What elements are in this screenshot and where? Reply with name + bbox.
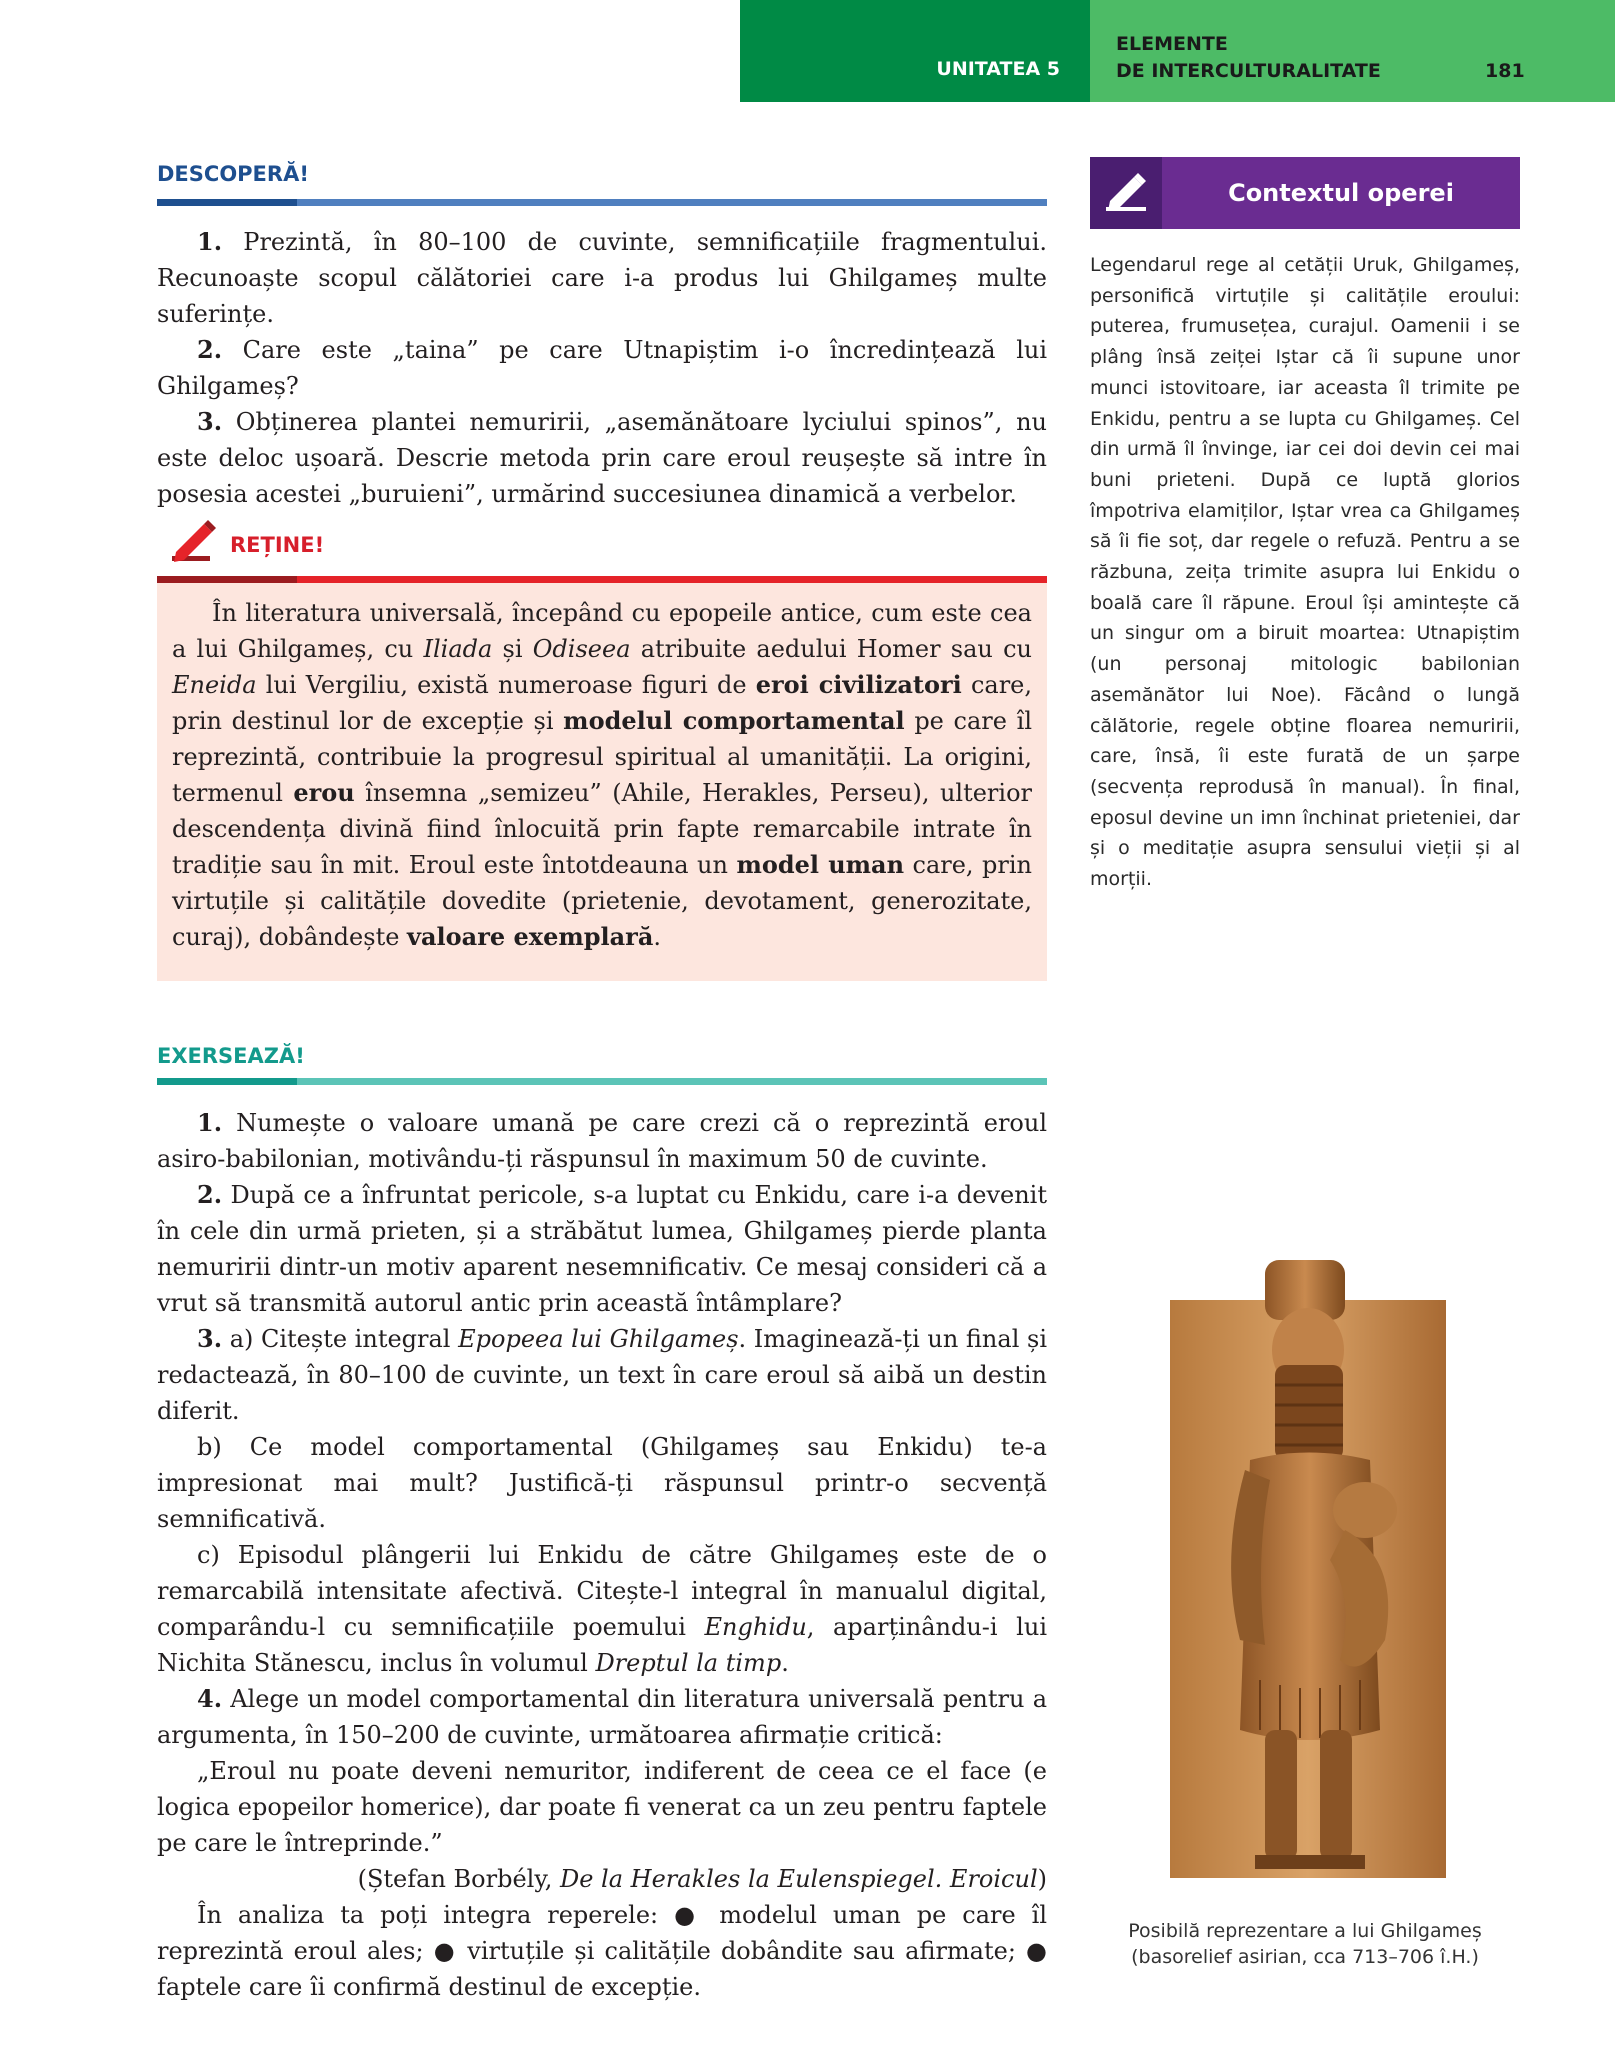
unit-label-text: UNITATEA 5 bbox=[936, 58, 1060, 80]
caption-line1: Posibilă reprezentare a lui Ghilgameș bbox=[1128, 1920, 1482, 1942]
term-model-comportamental: modelul comportamental bbox=[563, 706, 905, 735]
pencil-icon bbox=[1102, 169, 1150, 217]
question-item bbox=[157, 224, 1047, 332]
unit-label bbox=[740, 0, 1090, 102]
exercise-item-4: 4. Alege un model comportamental din literatura universală pentru a argumenta, în 150–200 de cuvinte, următoarea afirmație critică: bbox=[157, 1684, 1047, 1749]
section-header bbox=[1090, 0, 1615, 102]
title-eneida: Eneida bbox=[172, 671, 257, 699]
descopera-questions bbox=[157, 224, 1047, 512]
question-item bbox=[157, 404, 1047, 512]
exercise-item-2: 2. După ce a înfruntat pericole, s-a luptat cu Enkidu, care i-a devenit în cele din urmă prieten, și a străbătut lumea, Ghilgameș pierde planta nemuririi dintr-un motiv aparent nesemnificativ. Ce mesaj consideri că a vrut să transmită autorul antic prin această întâmplare? bbox=[157, 1180, 1047, 1317]
critical-quote: „Eroul nu poate deveni nemuritor, indiferent de ceea ce el face (e logica epopeilor homerice), dar poate fi venerat ca un zeu pentru faptele pe care le întreprinde.” bbox=[157, 1757, 1047, 1857]
gilgamesh-relief-image bbox=[1170, 1260, 1446, 1878]
retine-box bbox=[157, 583, 1047, 981]
descopera-divider bbox=[157, 199, 1047, 206]
pencil-icon bbox=[168, 518, 218, 566]
term-model-uman: model uman bbox=[736, 850, 905, 879]
exercise-item-1: 1. Numește o valoare umană pe care crezi că o reprezintă eroul asiro-babilonian, motivându-ți răspunsul în maximum 50 de cuvinte. bbox=[157, 1108, 1047, 1173]
retine-heading: REȚINE! bbox=[230, 533, 325, 557]
question-item bbox=[157, 332, 1047, 404]
section-title-line1: ELEMENTE bbox=[1116, 33, 1228, 55]
page-number: 181 bbox=[1485, 60, 1525, 82]
quote-source: (Ștefan Borbély, De la Herakles la Eulenspiegel. Eroicul) bbox=[357, 1865, 1047, 1893]
section-title-line2: DE INTERCULTURALITATE bbox=[1116, 60, 1381, 82]
title-iliada: Iliada bbox=[423, 635, 493, 663]
term-eroi-civilizatori: eroi civilizatori bbox=[755, 670, 962, 699]
context-icon-box bbox=[1090, 157, 1162, 229]
exercise-item-3a: 3. a) Citește integral Epopeea lui Ghilgameș. Imaginează-ți un final și redactează, în 80–100 de cuvinte, un text în care eroul să aibă un destin diferit. bbox=[157, 1324, 1048, 1425]
question-number: 2. bbox=[197, 335, 223, 364]
caption-line2: (basorelief asirian, cca 713–706 î.H.) bbox=[1131, 1946, 1479, 1968]
exerseaza-exercises bbox=[157, 1105, 1047, 2005]
question-text: Care este „taina” pe care Utnapiștim i-o încredințează lui Ghilgameș? bbox=[157, 336, 1047, 400]
descopera-heading: DESCOPERĂ! bbox=[157, 162, 309, 186]
exerseaza-divider bbox=[157, 1078, 1047, 1085]
question-number: 1. bbox=[197, 227, 223, 256]
exercise-item-3b: b) Ce model comportamental (Ghilgameș sau Enkidu) te-a impresionat mai mult? Justifică-ți răspunsul printr-o secvență semnificativă. bbox=[157, 1433, 1047, 1533]
question-number: 3. bbox=[197, 407, 223, 436]
title-odiseea: Odiseea bbox=[532, 635, 631, 663]
term-valoare-exemplara: valoare exemplară bbox=[407, 922, 654, 951]
question-text: Obținerea plantei nemuririi, „asemănătoare lyciului spinos”, nu este deloc ușoară. Descrie metoda prin care eroul reușește să intre în posesia acestei „buruieni”, urmărind succesiunea dinamică a verbelor. bbox=[157, 408, 1047, 508]
analysis-hints: În analiza ta poți integra reperele: ● modelul uman pe care îl reprezintă eroul ales; ● virtuțile și calitățile dobândite sau afirmate; ● faptele care îi confirmă destinul de excepție. bbox=[157, 1901, 1047, 2001]
term-erou: erou bbox=[293, 778, 355, 807]
context-text: Legendarul rege al cetății Uruk, Ghilgameș, personifică virtuțile și calitățile eroului: puterea, frumusețea, curajul. Oamenii i se plâng însă zeiței Iștar că îi supune unor munci istovitoare, iar aceasta îl trimite pe Enkidu, pentru a se lupta cu Ghilgameș. Cel din urmă îl învinge, iar cei doi devin cei mai buni prieteni. După ce luptă glorios împotriva elamiților, Iștar vrea ca Ghilgameș să îi fie soț, dar regele o refuză. Pentru a se răzbuna, zeița trimite asupra lui Enkidu o boală care îl răpune. Eroul își amintește că un singur om a biruit moartea: Utnapiștim (un personaj mitologic babilonian asemănător lui Noe). Făcând o lungă călătorie, regele obține floarea nemuririi, care, însă, îi este furată de un șarpe (secvența reprodusă în manual). În final, eposul devine un imn închinat prieteniei, dar și o meditație asupra sensului vieții și al morții. bbox=[1090, 254, 1520, 891]
question-text: Prezintă, în 80–100 de cuvinte, semnificațiile fragmentului. Recunoaște scopul călătoriei care i-a produs lui Ghilgameș multe suferințe. bbox=[157, 228, 1047, 328]
exercise-item-3c: c) Episodul plângerii lui Enkidu de către Ghilgameș este de o remarcabilă intensitate afectivă. Citește-l integral în manualul digital, comparându-l cu semnificațiile poemului Enghidu, aparținându-i lui Nichita Stănescu, inclus în volumul Dreptul la timp. bbox=[157, 1541, 1047, 1677]
context-title: Contextul operei bbox=[1228, 179, 1454, 207]
exerseaza-heading: EXERSEAZĂ! bbox=[157, 1044, 305, 1068]
context-header bbox=[1090, 157, 1520, 229]
retine-divider bbox=[157, 576, 1047, 583]
image-caption bbox=[1090, 1918, 1520, 1970]
retine-text: În literatura universală, începând cu epopeile antice, cum este cea a lui Ghilgameș, cu Iliada și Odiseea atribuite aedului Homer sau cu Eneida lui Vergiliu, există numeroase figuri de eroi civilizatori care, prin destinul lor de excepție și modelul comportamental pe care îl reprezintă, contribuie la progresul spiritual al umanității. La origini, termenul erou însemna „semizeu” (Ahile, Herakles, Perseu), ulterior descendența divină fiind înlocuită prin fapte remarcabile intrate în tradiție sau în mit. Eroul este întotdeauna un model uman care, prin virtuțile și calitățile dovedite (prietenie, devotament, generozitate, curaj), dobândește valoare exemplară. bbox=[172, 599, 1033, 951]
